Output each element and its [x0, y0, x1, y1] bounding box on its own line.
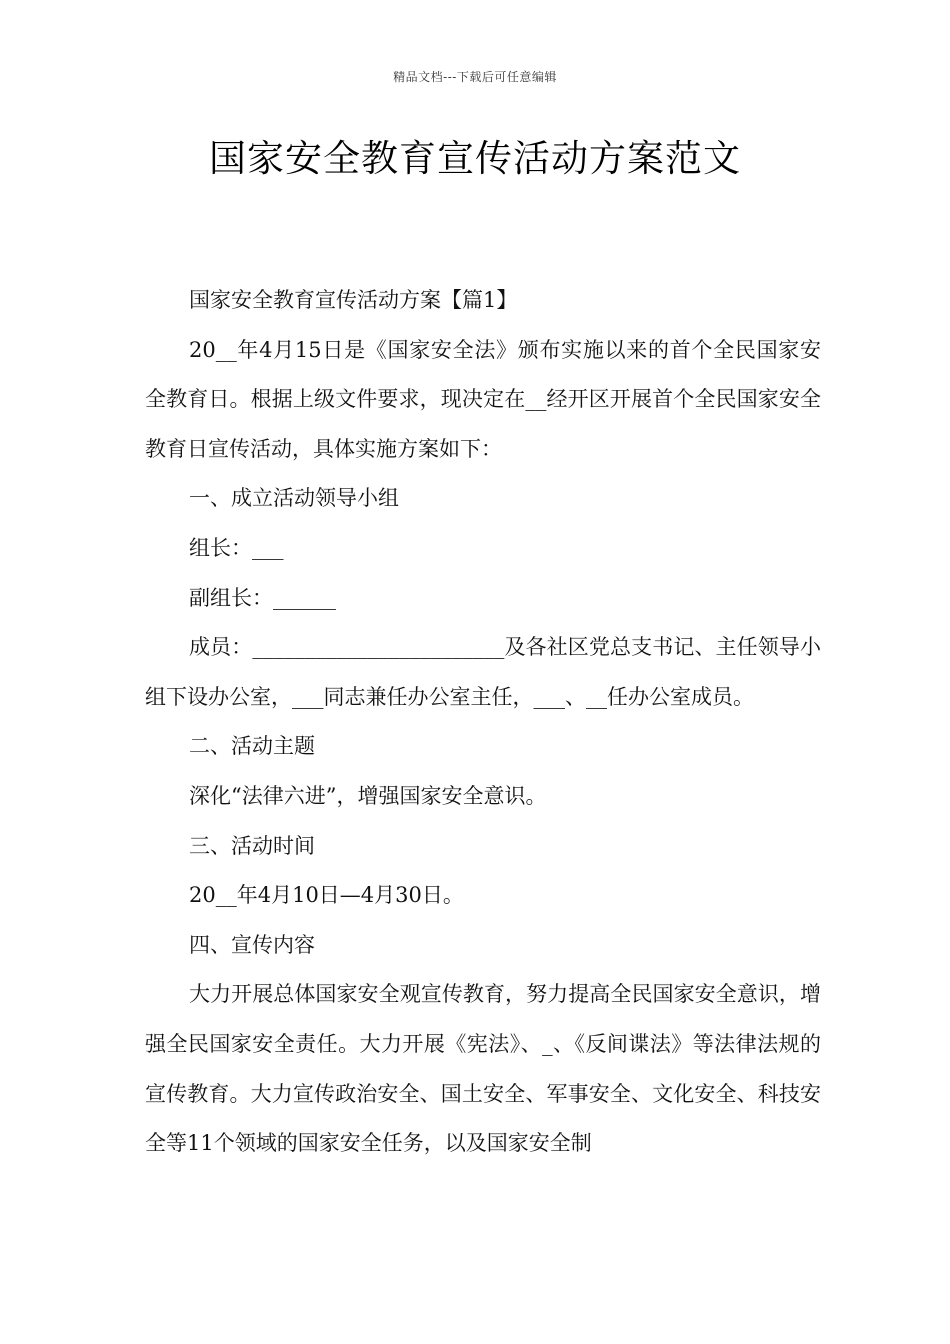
paragraph: 成员：________________________及各社区党总支书记、主任领导小组下设办公室，___同志兼任办公室主任，___、__任办公室成员。	[145, 635, 821, 709]
paragraph: 20__年4月10日—4月30日。	[189, 883, 464, 908]
section-heading: 三、活动时间	[189, 833, 315, 858]
header-note: 精品文档---下载后可任意编辑	[393, 70, 557, 84]
section-heading: 四、宣传内容	[189, 932, 315, 957]
document-title: 国家安全教育宣传活动方案范文	[209, 137, 741, 180]
paragraph: 组长：___	[189, 535, 284, 560]
paragraph: 副组长：______	[189, 585, 336, 610]
section-heading: 国家安全教育宣传活动方案【篇1】	[189, 288, 518, 312]
section-heading: 二、活动主题	[189, 734, 315, 759]
paragraph: 深化“法律六进”，增强国家安全意识。	[189, 783, 547, 808]
section-heading: 一、成立活动领导小组	[189, 486, 399, 511]
document-body	[145, 276, 821, 1169]
paragraph: 20__年4月15日是《国家安全法》颁布实施以来的首个全民国家安全教育日。根据上级文件要求，现决定在__经开区开展首个全民国家安全教育日宣传活动，具体实施方案如下：	[145, 337, 821, 461]
paragraph: 大力开展总体国家安全观宣传教育，努力提高全民国家安全意识，增强全民国家安全责任。大力开展《宪法》、_、《反间谍法》等法律法规的宣传教育。大力宣传政治安全、国土安全、军事安全、文化安全、科技安全等11个领域的国家安全任务，以及国家安全制	[145, 982, 821, 1156]
